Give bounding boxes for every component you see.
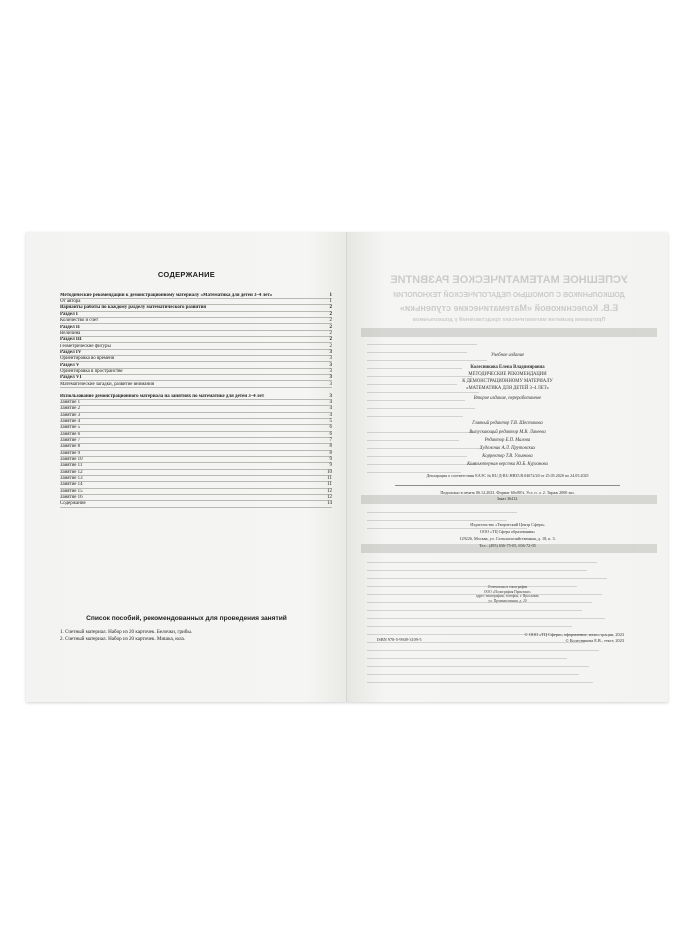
toc-page-number: 7 [329,438,332,444]
staff-line: Художник А.Л. Прутовских [479,446,536,451]
staff-line: Главный редактор Т.В. Шестакова [472,421,543,426]
bibliography-item: 2. Счетный материал. Набор из 20 карточек. Мишка, юла. [60,636,186,643]
divider [395,485,620,486]
print-order: Заказ 36412. [496,496,519,501]
author-name: Колесникова Елена Владимировна [470,365,545,370]
toc-page-number: 10 [327,469,332,475]
publisher-line: 129226, Москва, ул. Сельскохозяйственная, д. 18, к. 3. [459,536,556,541]
toc-entry-text: Раздел V [60,362,80,368]
staff-line: Компьютерная верстка Ю.Б. Курганова [467,462,548,467]
toc-entry-text: Занятие 3 [60,412,81,418]
toc-page-number: 3 [329,393,332,399]
toc-page-number: 12 [327,495,332,501]
toc-entry-text: Раздел III [60,337,82,343]
toc-page-number: 5 [329,418,332,424]
printer-info [347,585,668,603]
edition-note: Второе издание, переработанное [473,396,542,401]
toc-entry-text: Раздел VI [60,375,82,381]
toc-entry-text: Занятие 14 [60,482,83,488]
toc-entry-text: Занятие 9 [60,450,81,456]
toc-entry-text: От автора [60,299,81,305]
toc-entry-text: Занятие 15 [60,488,83,494]
toc-entry-text: Занятие 11 [60,463,83,469]
toc-page-number: 8 [329,450,332,456]
toc-entry-text: Раздел IV [60,349,82,355]
printer-line: ул. Промышленная, д. 20 [488,598,527,603]
toc-entry-text: Использование демонстрационного материала на занятиях по математике для детей 3–4 лет [60,393,265,399]
show-through-series: Е.В. Колесниковой «Математические ступеньки» [399,303,619,313]
publisher-line: Издательство «Творческий Центр Сфера» [470,522,545,527]
declaration: Декларация о соответствии ЕАЭС № RU Д-RU.НВ35.В.04672/20 от 25.05.2020 по 24.05.2025 [426,473,589,478]
toc-entry-text: Содержание [60,501,86,507]
toc-page-number: 2 [329,337,332,343]
publisher-line: Тел.: (495) 656-75-05, 656-72-05 [479,543,536,548]
toc-entry-text: Занятие 10 [60,457,83,463]
toc-page-number: 12 [327,488,332,494]
staff-line: Редактор Е.П. Малова [484,438,531,443]
toc-entry-text: Варианты работы по каждому разделу математического развития [60,305,207,311]
toc-title: СОДЕРЖАНИЕ [157,270,216,279]
toc-page-number: 2 [329,343,332,349]
toc-page-number: 1 [329,292,332,298]
toc-page-number: 8 [329,444,332,450]
toc-page-number: 9 [329,457,332,463]
bibliography-title: Список пособий, рекомендованных для проведения занятий [86,615,287,622]
toc-entry-text: Занятие 4 [60,418,81,424]
toc-entry-text: Математические загадки, развитие внимания [60,381,154,387]
toc-page-number: 2 [329,324,332,330]
book-title-line: МЕТОДИЧЕСКИЕ РЕКОМЕНДАЦИИ [468,372,547,377]
open-booklet [26,232,668,702]
table-of-contents [60,287,332,508]
toc-page-number: 2 [329,330,332,336]
staff-line: Выпускающий редактор М.В. Лакеева [469,430,546,435]
toc-page-number: 11 [327,482,332,488]
toc-page-number: 6 [329,425,332,431]
toc-entry-text: Занятие 1 [60,399,81,405]
show-through-subtitle: ДОШКОЛЬНИКОВ С ПОМОЩЬЮ ПЕДАГОГИЧЕСКОЙ ТЕХНОЛОГИИ [393,292,625,299]
bibliography-list [60,629,332,643]
toc-entry-text: Занятие 6 [60,431,81,437]
toc-page-number: 4 [329,412,332,418]
toc-page-number: 3 [329,362,332,368]
show-through-banner [361,328,657,337]
printer-line: ООО «Полиграфия Принтинг» [483,589,532,594]
copyright [524,632,624,644]
toc-page-number: 4 [329,399,332,405]
show-through-tagline: Программа развития математических представлений у дошкольников [412,317,606,323]
staff-line: Корректор Т.В. Ульянова [482,454,533,459]
print-signed: Подписано в печать 06.12.2023. Формат 60х90⅛. Усл. п. л. 2. Тираж 2000 экз. [440,490,575,495]
publisher-line: ООО «ТЦ Сфера образования» [479,529,536,534]
toc-page-number: 14 [327,501,332,507]
toc-entry-text: Величина [60,330,81,336]
book-title-line: «МАТЕМАТИКА ДЛЯ ДЕТЕЙ 3–4 ЛЕТ» [466,386,549,391]
toc-page-number: 4 [329,406,332,412]
isbn: ISBN 978-5-9949-3109-5 [377,637,422,642]
toc-page-number: 11 [327,476,332,482]
toc-page-number: 3 [329,381,332,387]
toc-entry-text: Ориентировка во времени [60,356,115,362]
printer-line: адрес типографии, телефон, г. Ярославль [476,594,539,599]
toc-page-number: 2 [329,305,332,311]
toc-row [60,388,332,400]
toc-entry-text: Методические рекомендации к демонстрационному материалу «Математика для детей 3–4 лет» [60,292,273,298]
toc-entry-text: Занятие 5 [60,425,81,431]
toc-entry-text: Занятие 7 [60,438,81,444]
show-through-title: УСПЕШНОЕ МАТЕМАТИЧЕСКОЕ РАЗВИТИЕ [390,274,628,286]
toc-page-number: 3 [329,375,332,381]
toc-page-number: 3 [329,356,332,362]
copyright-line: © ООО «ТЦ Сфера», оформление, иллюстрации, 2023 [524,632,624,637]
toc-entry-text: Занятие 16 [60,495,83,501]
toc-page-number: 1 [329,299,332,305]
toc-entry-text: Занятие 12 [60,469,83,475]
copyright-line: © Колесникова Е.В., текст, 2023 [565,638,624,643]
bibliography-item: 1. Счетный материал. Набор из 20 карточек. Белочки, грибы. [60,629,193,635]
toc-page-number: 3 [329,349,332,355]
toc-entry-text: Занятие 13 [60,476,83,482]
printer-line: Отпечатано в типографии [487,585,528,589]
edition-type: Учебное издание [490,353,525,358]
toc-row [60,501,332,507]
toc-entry-text: Раздел II [60,324,80,330]
toc-page-number: 3 [329,368,332,374]
right-page [347,232,668,702]
toc-entry-text: Количество и счет [60,318,99,324]
toc-entry-text: Ориентировка в пространстве [60,368,123,374]
toc-entry-text: Занятие 2 [60,406,81,412]
toc-page-number: 9 [329,463,332,469]
toc-entry-text: Геометрические фигуры [60,343,111,349]
toc-page-number: 6 [329,431,332,437]
toc-entry-text: Раздел I [60,311,78,317]
book-title-line: К ДЕМОНСТРАЦИОННОМУ МАТЕРИАЛУ [462,379,553,384]
toc-entry-text: Занятие 8 [60,444,81,450]
left-page [26,232,347,702]
toc-row [60,287,332,299]
toc-page-number: 2 [329,311,332,317]
toc-page-number: 2 [329,318,332,324]
